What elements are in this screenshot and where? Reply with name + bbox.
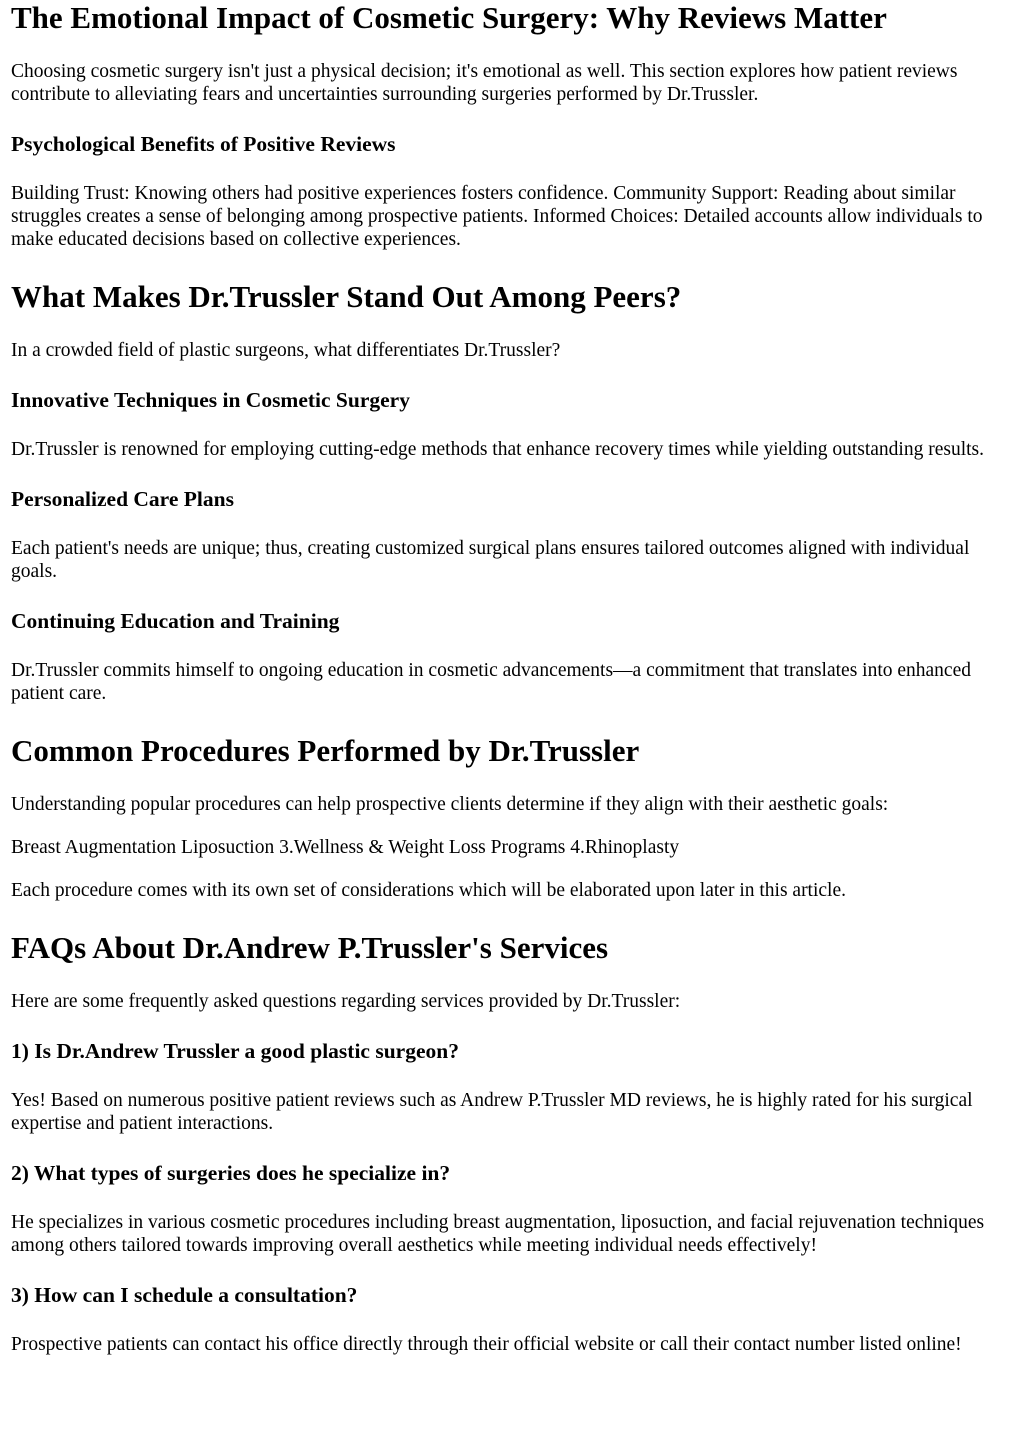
faq-question-1: 1) Is Dr.Andrew Trussler a good plastic surgeon? xyxy=(11,1039,459,1063)
paragraph-procedures-outro: Each procedure comes with its own set of considerations which will be elaborated upon later in this article. xyxy=(11,880,846,901)
section-heading-common-procedures: Common Procedures Performed by Dr.Trussler xyxy=(11,733,640,768)
section-heading-faqs: FAQs About Dr.Andrew P.Trussler's Services xyxy=(11,930,609,965)
section-heading-stand-out: What Makes Dr.Trussler Stand Out Among Peers? xyxy=(11,279,682,314)
subheading-psychological-benefits: Psychological Benefits of Positive Reviews xyxy=(11,132,396,156)
subheading-personalized-care: Personalized Care Plans xyxy=(11,487,234,511)
faq-answer-3: Prospective patients can contact his office directly through their official website or call their contact number listed online! xyxy=(11,1334,962,1355)
subheading-continuing-education: Continuing Education and Training xyxy=(11,609,340,633)
paragraph-psychological-benefits: Building Trust: Knowing others had positive experiences fosters confidence. Community Support: Reading about similar struggles creates a sense of belonging among prospective patients. Informed Choices: Detailed accounts allow individuals to make educated decisions based on collective experiences. xyxy=(11,183,983,250)
section-heading-emotional-impact: The Emotional Impact of Cosmetic Surgery: Why Reviews Matter xyxy=(11,0,887,35)
faq-answer-2: He specializes in various cosmetic procedures including breast augmentation, liposuction, and facial rejuvenation techniques among others tailored towards improving overall aesthetics while meeting individual needs effectively! xyxy=(11,1212,985,1256)
paragraph-stand-out-intro: In a crowded field of plastic surgeons, what differentiates Dr.Trussler? xyxy=(11,340,561,361)
paragraph-emotional-intro: Choosing cosmetic surgery isn't just a physical decision; it's emotional as well. This section explores how patient reviews contribute to alleviating fears and uncertainties surrounding surgeries performed by Dr.Trussler. xyxy=(11,61,958,105)
faq-question-2: 2) What types of surgeries does he specialize in? xyxy=(11,1161,451,1185)
paragraph-procedures-intro: Understanding popular procedures can help prospective clients determine if they align with their aesthetic goals: xyxy=(11,794,889,815)
subheading-innovative-techniques: Innovative Techniques in Cosmetic Surgery xyxy=(11,388,410,412)
paragraph-faqs-intro: Here are some frequently asked questions regarding services provided by Dr.Trussler: xyxy=(11,991,681,1012)
paragraph-continuing-education: Dr.Trussler commits himself to ongoing education in cosmetic advancements—a commitment that translates into enhanced patient care. xyxy=(11,660,971,704)
paragraph-personalized-care: Each patient's needs are unique; thus, creating customized surgical plans ensures tailored outcomes aligned with individual goals. xyxy=(11,538,970,582)
faq-question-3: 3) How can I schedule a consultation? xyxy=(11,1283,358,1307)
paragraph-innovative-techniques: Dr.Trussler is renowned for employing cutting-edge methods that enhance recovery times while yielding outstanding results. xyxy=(11,439,984,460)
faq-answer-1: Yes! Based on numerous positive patient reviews such as Andrew P.Trussler MD reviews, he is highly rated for his surgical expertise and patient interactions. xyxy=(11,1090,973,1134)
paragraph-procedures-list: Breast Augmentation Liposuction 3.Wellness & Weight Loss Programs 4.Rhinoplasty xyxy=(11,837,680,858)
